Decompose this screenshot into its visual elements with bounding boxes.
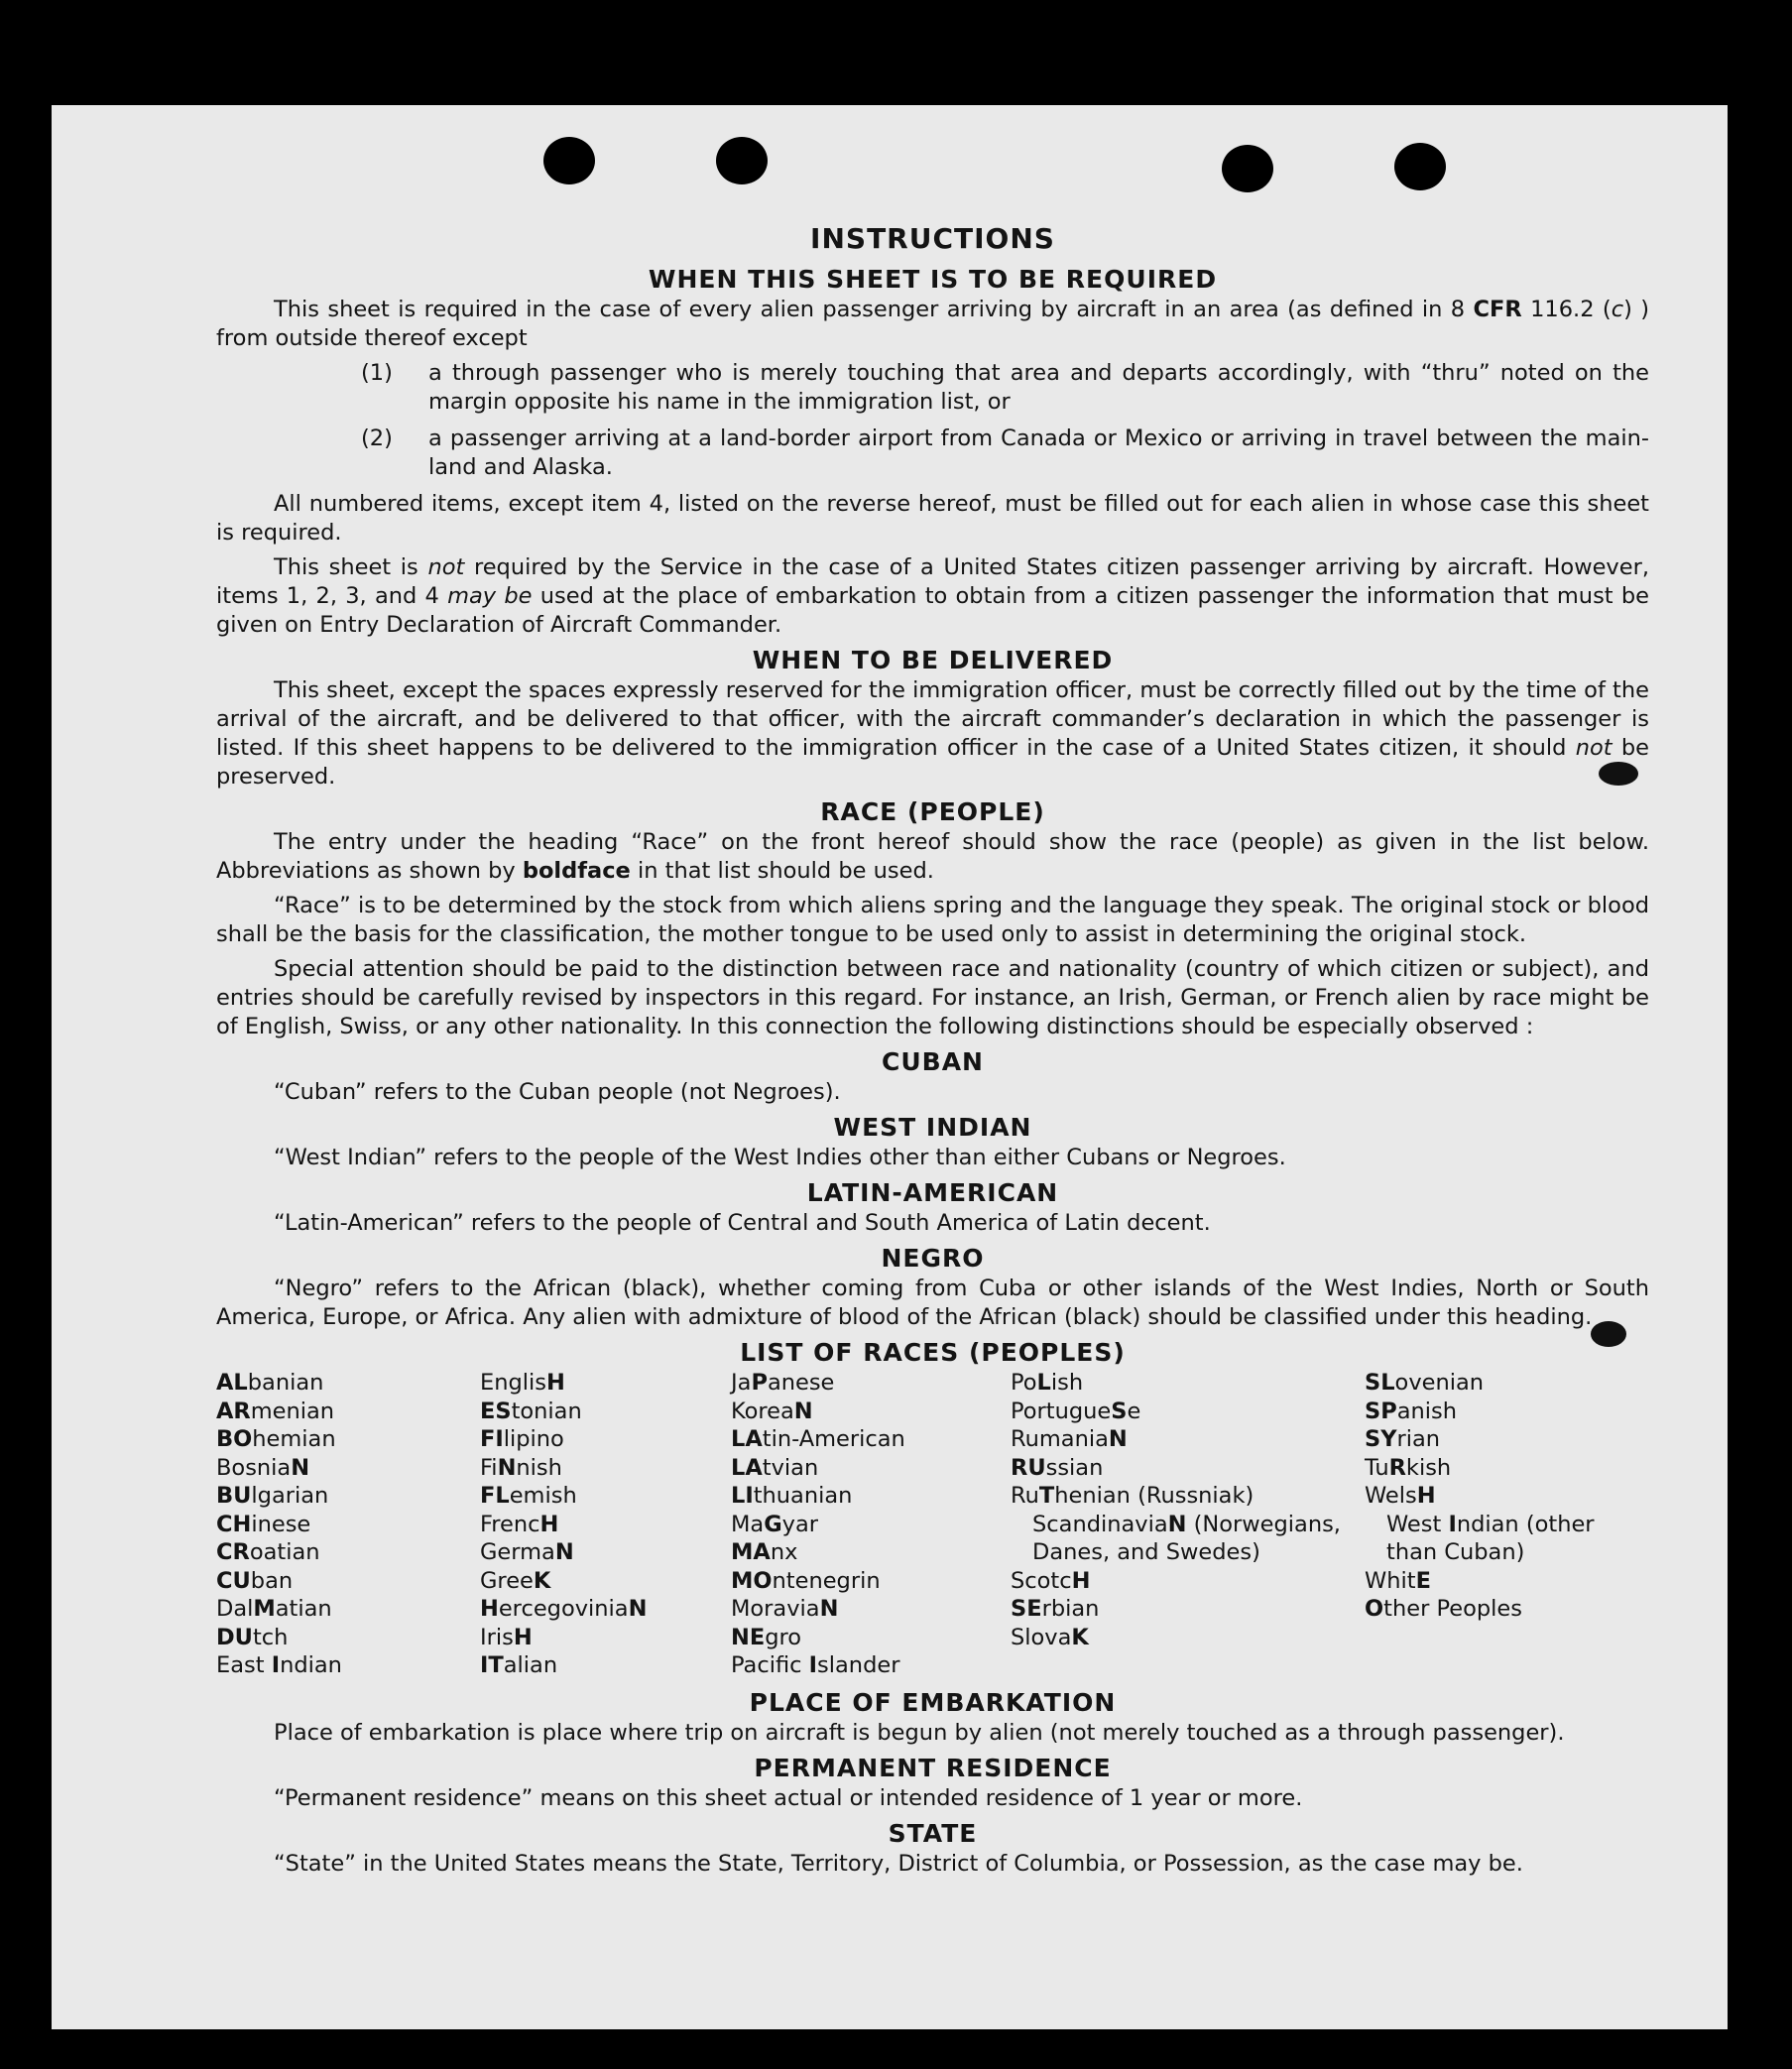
race-entry: East Indian	[216, 1652, 342, 1678]
race-entry: LIthuanian	[731, 1483, 853, 1509]
race-entry: WhitE	[1365, 1567, 1431, 1594]
delivered-paragraph: This sheet, except the spaces expressly reserved for the immigration officer, must be correctly filled out by the time of the arrival of the aircraft, and be delivered to that officer, with the aircraft commander’s declaration in which the passenger is listed. If this sheet happens to be delivered to the immigration officer in the case of a United States citizen, it should not be preserved.	[216, 677, 1650, 790]
race-entry: MAnx	[731, 1539, 798, 1565]
punch-hole	[543, 137, 595, 184]
race-entry: IrisH	[480, 1624, 533, 1650]
race-entry: HercegoviniaN	[480, 1596, 648, 1622]
race-entry: RumaniaN	[1011, 1426, 1128, 1452]
section-heading-negro: NEGRO	[881, 1244, 985, 1273]
race-entry: ITalian	[480, 1652, 558, 1678]
exception-item-1	[361, 359, 1649, 417]
race-entry: JaPanese	[731, 1370, 835, 1396]
race-column	[1365, 1369, 1603, 1680]
race-entry: FLemish	[480, 1483, 577, 1509]
item-text: a through passenger who is merely touching that area and departs accordingly, with “thru” noted on the margin opposite his name in the immigration list, or	[428, 360, 1649, 415]
section-heading-required: WHEN THIS SHEET IS TO BE REQUIRED	[648, 265, 1218, 294]
race-list	[216, 1369, 1649, 1680]
race-paragraph-3: Special attention should be paid to the distinction between race and nationality (country of which citizen or subject), and entries should be carefully revised by inspectors in this regard. For instance, an Irish, German, or French alien by race might be of English, Swiss, or any other nationality. In this connection the following distinctions should be especially observed :	[216, 956, 1649, 1039]
race-entry: GreeK	[480, 1567, 551, 1594]
section-heading-race: RACE (PEOPLE)	[820, 797, 1045, 826]
race-entry: CUban	[216, 1567, 294, 1594]
race-paragraph-1: The entry under the heading “Race” on the front hereof should show the race (people) as given in the list below. Abbreviations as shown by boldface in that list should be used.	[216, 829, 1649, 884]
race-entry: FIlipino	[480, 1426, 564, 1452]
race-entry: West Indian (other than Cuban)	[1386, 1511, 1595, 1565]
race-entry: CHinese	[216, 1511, 311, 1537]
race-entry: SYrian	[1365, 1426, 1441, 1452]
section-heading-residence: PERMANENT RESIDENCE	[754, 1753, 1112, 1782]
instructions-content	[216, 224, 1649, 1885]
race-entry: ScandinaviaN (Norwegians, Danes, and Swedes)	[1032, 1511, 1341, 1565]
item-number: (2)	[361, 426, 393, 451]
section-heading-cuban: CUBAN	[882, 1047, 984, 1076]
race-entry: SlovaK	[1011, 1624, 1089, 1650]
race-entry: PortugueSe	[1011, 1398, 1141, 1424]
race-entry: MOntenegrin	[731, 1567, 881, 1594]
cuban-paragraph: “Cuban” refers to the Cuban people (not Negroes).	[274, 1079, 841, 1105]
punch-hole	[716, 137, 768, 184]
race-entry: ARmenian	[216, 1398, 335, 1424]
race-entry: Other Peoples	[1365, 1596, 1522, 1622]
race-entry: RuThenian (Russniak)	[1011, 1483, 1254, 1509]
required-intro: This sheet is required in the case of every alien passenger arriving by aircraft in an area (as defined in 8 CFR 116.2 (c) ) from outside thereof except	[216, 297, 1650, 351]
race-entry: DalMatian	[216, 1596, 332, 1622]
section-heading-state: STATE	[888, 1818, 978, 1848]
race-entry: EnglisH	[480, 1370, 565, 1396]
race-column	[216, 1369, 480, 1680]
embarkation-paragraph: Place of embarkation is place where trip on aircraft is begun by alien (not merely touched as a through passenger).	[274, 1719, 1565, 1746]
section-heading-west-indian: WEST INDIAN	[833, 1113, 1032, 1142]
race-paragraph-2: “Race” is to be determined by the stock from which aliens spring and the language they speak. The original stock or blood shall be the basis for the classification, the mother tongue to be used only to assist in determining the original stock.	[216, 893, 1649, 947]
race-entry: PoLish	[1011, 1370, 1084, 1396]
negro-paragraph: “Negro” refers to the African (black), whether coming from Cuba or other islands of the West Indies, North or South America, Europe, or Africa. Any alien with admixture of blood of the African (black) should be classified under this heading.	[216, 1276, 1649, 1330]
race-entry: CRoatian	[216, 1539, 320, 1565]
race-entry: BosniaN	[216, 1454, 310, 1481]
race-entry: MoraviaN	[731, 1596, 839, 1622]
race-entry: LAtin-American	[731, 1426, 905, 1452]
race-entry: DUtch	[216, 1624, 289, 1650]
race-entry: SLovenian	[1365, 1370, 1485, 1396]
race-entry: FiNnish	[480, 1454, 562, 1481]
race-entry: LAtvian	[731, 1454, 819, 1481]
punch-hole	[1222, 145, 1273, 192]
residence-paragraph: “Permanent residence” means on this sheet actual or intended residence of 1 year or more.	[274, 1784, 1303, 1811]
race-entry: ScotcH	[1011, 1567, 1091, 1594]
race-entry: EStonian	[480, 1398, 582, 1424]
exception-item-2	[361, 425, 1649, 482]
race-column	[731, 1369, 1011, 1680]
race-column	[480, 1369, 731, 1680]
race-entry: KoreaN	[731, 1398, 813, 1424]
race-entry: SPanish	[1365, 1398, 1457, 1424]
race-entry: BOhemian	[216, 1426, 336, 1452]
race-entry: GermaN	[480, 1539, 574, 1565]
section-heading-embarkation: PLACE OF EMBARKATION	[749, 1687, 1117, 1717]
race-column	[1011, 1369, 1365, 1680]
west-indian-paragraph: “West Indian” refers to the people of the West Indies other than either Cubans or Negroes.	[274, 1145, 1286, 1170]
item-number: (1)	[361, 360, 393, 386]
race-entry: TuRkish	[1365, 1454, 1452, 1481]
race-entry: Pacific Islander	[731, 1652, 900, 1678]
latin-american-paragraph: “Latin-American” refers to the people of Central and South America of Latin decent.	[274, 1210, 1211, 1236]
race-entry: ALbanian	[216, 1370, 324, 1396]
section-heading-delivered: WHEN TO BE DELIVERED	[752, 646, 1114, 674]
race-entry: RUssian	[1011, 1454, 1104, 1481]
race-entry: MaGyar	[731, 1511, 819, 1537]
race-entry: BUlgarian	[216, 1483, 329, 1509]
race-entry: NEgro	[731, 1624, 802, 1650]
state-paragraph: “State” in the United States means the State, Territory, District of Columbia, or Possession, as the case may be.	[274, 1850, 1523, 1877]
page-title: INSTRUCTIONS	[810, 222, 1055, 255]
item-text: a passenger arriving at a land-border airport from Canada or Mexico or arriving in travel between the main-land and Alaska.	[428, 426, 1649, 480]
section-heading-list-of-races: LIST OF RACES (PEOPLES)	[740, 1338, 1126, 1367]
all-items-paragraph: All numbered items, except item 4, listed on the reverse hereof, must be filled out for each alien in whose case this sheet is required.	[216, 491, 1649, 546]
citizen-paragraph: This sheet is not required by the Service in the case of a United States citizen passenger arriving by aircraft. However, items 1, 2, 3, and 4 may be used at the place of embarkation to obtain from a citizen passenger the information that must be given on Entry Declaration of Aircraft Commander.	[216, 554, 1649, 638]
race-entry: WelsH	[1365, 1483, 1436, 1509]
punch-hole	[1394, 143, 1446, 190]
race-entry: FrencH	[480, 1511, 559, 1537]
section-heading-latin-american: LATIN-AMERICAN	[806, 1178, 1059, 1207]
race-entry: SErbian	[1011, 1596, 1100, 1622]
